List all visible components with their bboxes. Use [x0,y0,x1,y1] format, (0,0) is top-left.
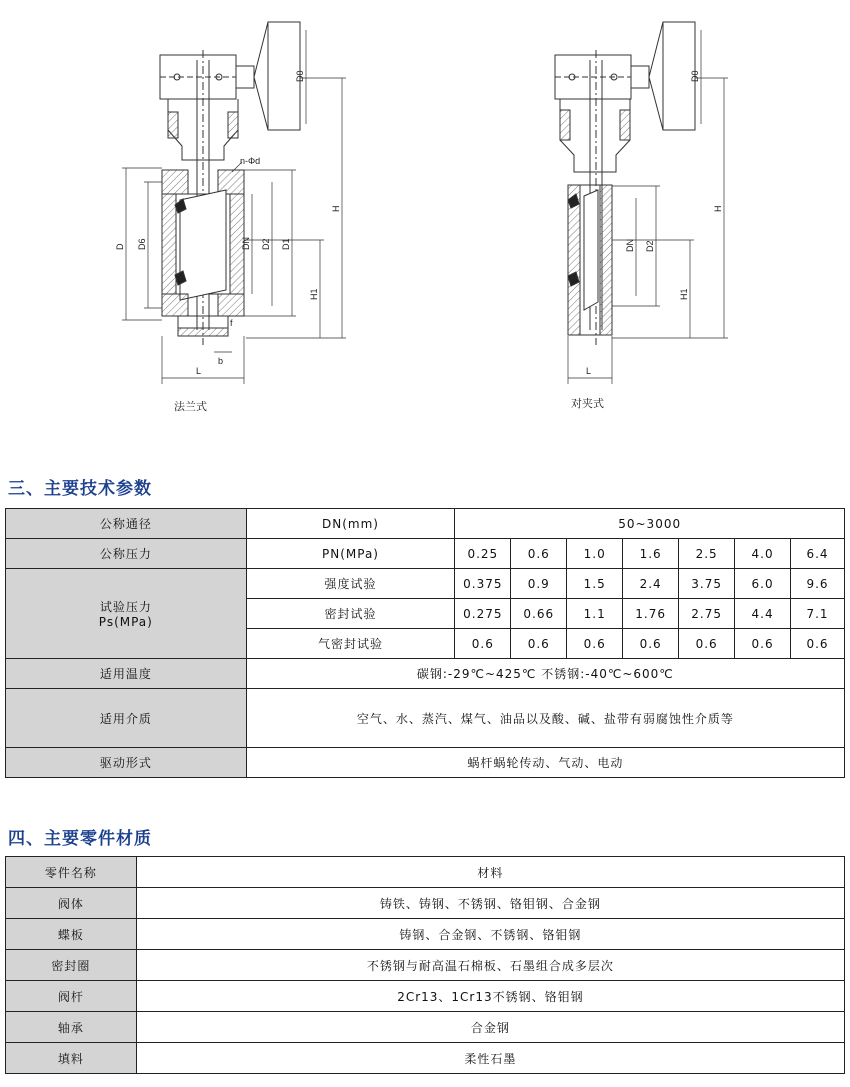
table-cell: 0.6 [567,629,623,659]
table-cell: 4.0 [735,539,791,569]
part-material: 合金钢 [136,1012,844,1043]
table-cell: 1.6 [623,539,679,569]
table-cell: 0.6 [623,629,679,659]
part-material: 不锈钢与耐高温石棉板、石墨组合成多层次 [136,950,844,981]
table-cell: 0.275 [455,599,511,629]
part-name: 轴承 [6,1012,137,1043]
temperature-label: 适用温度 [6,659,247,689]
table-cell: 6.0 [735,569,791,599]
table-cell: 0.9 [511,569,567,599]
table-row [6,748,845,778]
nominal-pressure-label: 公称压力 [6,539,247,569]
technical-drawing [0,0,850,440]
table-cell: 0.6 [679,629,735,659]
materials-table [5,856,845,1074]
table-cell: 1.76 [623,599,679,629]
air-seal-test-label: 气密封试验 [246,629,455,659]
table-cell: 1.1 [567,599,623,629]
drive-label: 驱动形式 [6,748,247,778]
part-name: 填料 [6,1043,137,1074]
part-name: 阀杆 [6,981,137,1012]
table-cell: 1.5 [567,569,623,599]
table-cell: 0.6 [511,539,567,569]
label-L: L [196,366,202,376]
part-name-header: 零件名称 [6,857,137,888]
drive-value: 蜗杆蜗轮传动、气动、电动 [246,748,844,778]
nominal-diameter-unit: DN(mm) [246,509,455,539]
part-name: 密封圈 [6,950,137,981]
label-wafer-D2: D2 [645,240,655,252]
table-cell: 0.66 [511,599,567,629]
flange-type-caption: 法兰式 [174,401,207,413]
label-b: b [218,356,224,366]
label-wafer-H: H [713,205,723,212]
label-DN: DN [241,237,251,250]
table-row [6,888,845,919]
label-D: D [115,243,125,250]
table-cell: 2.4 [623,569,679,599]
table-cell: 0.375 [455,569,511,599]
tech-params-table [5,508,845,778]
wafer-type-drawing [555,22,728,384]
wafer-type-caption: 对夹式 [571,398,604,410]
table-row [6,659,845,689]
table-cell: 3.75 [679,569,735,599]
label-D1: D1 [281,238,291,250]
table-cell: 6.4 [791,539,845,569]
test-pressure-label [6,569,247,659]
section-4-title: 四、主要零件材质 [8,829,152,849]
flange-type-drawing [122,22,346,384]
test-pressure-label-line2: Ps(MPa) [98,615,153,629]
temperature-value: 碳钢:-29℃~425℃ 不锈钢:-40℃~600℃ [246,659,844,689]
table-row [6,1043,845,1074]
part-name: 蝶板 [6,919,137,950]
table-cell: 4.4 [735,599,791,629]
part-material: 柔性石墨 [136,1043,844,1074]
strength-test-label: 强度试验 [246,569,455,599]
table-row [6,569,845,599]
table-row [6,1012,845,1043]
table-cell: 0.6 [455,629,511,659]
table-cell: 0.6 [791,629,845,659]
test-pressure-label-line1: 试验压力 [99,600,152,614]
table-row [6,950,845,981]
table-cell: 1.0 [567,539,623,569]
label-D2: D2 [261,238,271,250]
table-row [6,509,845,539]
label-H1: H1 [309,288,319,300]
table-row [6,981,845,1012]
label-nd: n-Φd [240,156,261,166]
label-wafer-H1: H1 [679,288,689,300]
table-cell: 7.1 [791,599,845,629]
part-material: 铸钢、合金钢、不锈钢、铬钼钢 [136,919,844,950]
part-material: 2Cr13、1Cr13不锈钢、铬钼钢 [136,981,844,1012]
part-name: 阀体 [6,888,137,919]
table-row [6,919,845,950]
table-cell: 0.6 [735,629,791,659]
label-D0: D0 [295,70,305,82]
part-material: 铸铁、铸钢、不锈钢、铬钼钢、合金钢 [136,888,844,919]
table-cell: 9.6 [791,569,845,599]
table-cell: 2.75 [679,599,735,629]
label-wafer-DN: DN [625,239,635,252]
label-f: f [230,318,233,328]
label-wafer-L: L [586,366,592,376]
table-row [6,689,845,748]
table-cell: 2.5 [679,539,735,569]
table-cell: 0.25 [455,539,511,569]
medium-value: 空气、水、蒸汽、煤气、油品以及酸、碱、盐带有弱腐蚀性介质等 [246,689,844,748]
table-row [6,539,845,569]
section-3-title: 三、主要技术参数 [8,479,152,499]
label-wafer-D0: D0 [690,70,700,82]
table-cell: 0.6 [511,629,567,659]
table-row [6,857,845,888]
medium-label: 适用介质 [6,689,247,748]
nominal-pressure-unit: PN(MPa) [246,539,455,569]
nominal-diameter-value: 50~3000 [455,509,845,539]
seal-test-label: 密封试验 [246,599,455,629]
label-D6: D6 [137,238,147,250]
label-H: H [331,205,341,212]
material-header: 材料 [136,857,844,888]
nominal-diameter-label: 公称通径 [6,509,247,539]
